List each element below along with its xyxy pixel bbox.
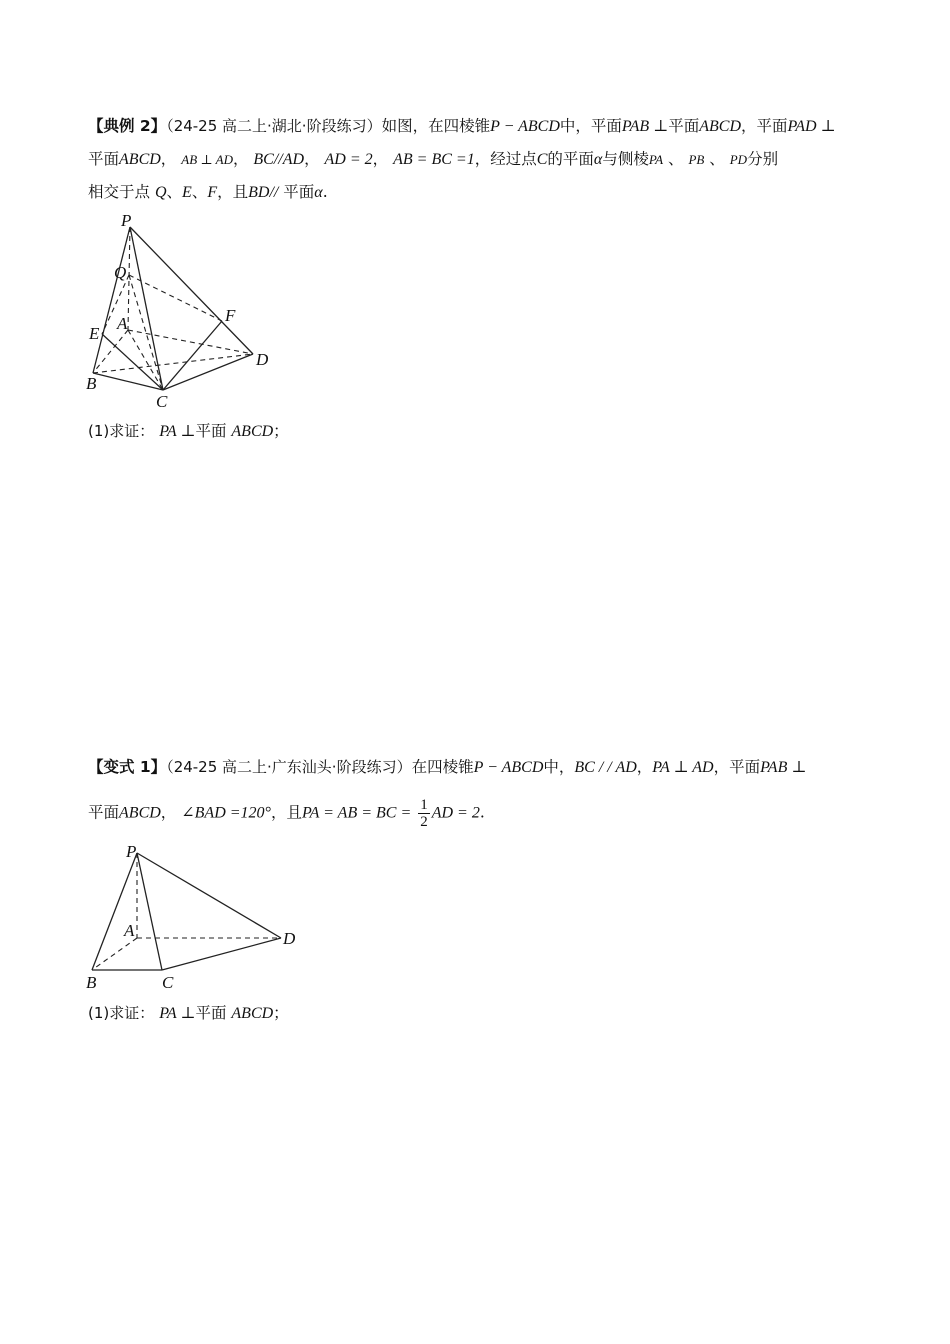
math: PAB ⊥: [621, 118, 669, 135]
text: 、: [191, 183, 208, 201]
numerator: 1: [420, 797, 428, 813]
math: AD = 2: [431, 804, 480, 822]
label-C: C: [162, 973, 174, 992]
text: ，: [232, 150, 249, 168]
math: ABCD: [231, 1005, 274, 1022]
text: 中，: [543, 758, 575, 776]
label-Q: Q: [114, 263, 127, 282]
text: .: [322, 183, 328, 201]
text: 在四棱锥: [411, 758, 474, 776]
math: Q: [154, 184, 167, 201]
label-D: D: [283, 929, 296, 948]
math: BC//AD: [253, 151, 305, 168]
label-P: P: [121, 211, 132, 230]
variant-tag: 【变式 1】: [88, 758, 167, 776]
text: 相交于点: [88, 183, 151, 201]
text: ，: [304, 150, 320, 168]
text: 平面: [88, 803, 120, 822]
math: α: [314, 184, 323, 201]
text: ，平面: [741, 117, 788, 135]
label-D: D: [256, 350, 269, 369]
label-A: A: [117, 314, 128, 333]
math: ∠BAD =120°: [181, 804, 271, 822]
math: AB = BC =1: [393, 151, 475, 168]
edge-AD: [128, 330, 253, 354]
label-F: F: [225, 306, 236, 325]
text: ，: [160, 803, 177, 822]
text: 如图，在四棱锥: [381, 117, 491, 135]
variant1-question1: [88, 1003, 289, 1024]
text: ，且: [217, 183, 249, 201]
label-A: A: [124, 921, 135, 940]
math: PA ⊥: [159, 1005, 196, 1022]
math: PD: [729, 152, 748, 167]
text: ，经过点: [474, 150, 537, 168]
text: 平面: [668, 117, 700, 135]
label-P: P: [126, 842, 137, 861]
variant1-line2: [88, 797, 485, 830]
edge-PC: [137, 853, 162, 970]
edge-BC: [93, 373, 163, 390]
text: 的平面: [547, 150, 594, 168]
text: ；: [273, 422, 289, 440]
example2-question1: [88, 421, 289, 442]
text: ，: [160, 150, 177, 168]
math: BD//: [248, 184, 279, 201]
math: ABCD: [119, 151, 161, 168]
math: α: [593, 151, 603, 168]
text: 分别: [747, 150, 779, 168]
math: E: [182, 184, 192, 201]
text: (1)求证：: [88, 422, 155, 440]
text: ，: [372, 150, 389, 168]
text: ，平面: [713, 758, 761, 776]
math: PAB ⊥: [760, 759, 807, 776]
edge-QC: [129, 275, 163, 390]
math: PB: [688, 152, 705, 167]
text: .: [479, 803, 485, 822]
text: 、: [166, 183, 183, 201]
example2-line2: [88, 149, 778, 170]
math: PA ⊥ AD: [652, 759, 714, 776]
variant1-line1: [88, 757, 806, 778]
math: P − ABCD: [473, 759, 544, 776]
text: 中，平面: [559, 117, 622, 135]
text: 、: [667, 150, 684, 168]
source-note: （24-25 高二上·广东汕头·阶段练习）: [166, 758, 412, 776]
edge-PB: [93, 227, 130, 373]
math: PA ⊥: [159, 423, 196, 440]
example2-line3: [88, 182, 328, 203]
text: 平面: [88, 150, 120, 168]
edge-PD: [130, 227, 253, 354]
example2-line1: [88, 116, 836, 137]
math: ABCD: [699, 118, 741, 135]
edge-FC: [163, 321, 222, 390]
math: PA: [648, 152, 664, 167]
source-note: （24-25 高二上·湖北·阶段练习）: [166, 117, 382, 135]
text: (1)求证：: [88, 1004, 155, 1022]
label-B: B: [86, 374, 97, 393]
fraction-one-half: [418, 797, 430, 830]
math: ABCD: [119, 804, 161, 822]
text: 、: [709, 150, 725, 168]
label-B: B: [86, 973, 97, 992]
math: PAD ⊥: [787, 118, 836, 135]
math: P − ABCD: [490, 118, 560, 135]
math: BC / / AD: [574, 759, 637, 776]
edge-PB: [92, 853, 137, 970]
edge-CD: [163, 354, 253, 390]
math: ABCD: [231, 423, 274, 440]
label-C: C: [156, 392, 168, 411]
example-tag: 【典例 2】: [88, 117, 167, 135]
math: C: [536, 151, 548, 168]
pyramid-figure-1: [80, 205, 290, 415]
text: ，且: [270, 803, 302, 822]
denominator: 2: [420, 814, 428, 830]
math: F: [207, 184, 218, 201]
text: 平面: [283, 183, 315, 201]
text: ；: [273, 1004, 289, 1022]
edge-PD: [137, 853, 281, 938]
pyramid-figure-2: [80, 838, 310, 998]
edge-QF: [129, 275, 222, 321]
label-E: E: [89, 324, 100, 343]
math: AB ⊥ AD: [181, 152, 233, 167]
math: PA = AB = BC =: [301, 804, 412, 822]
text: 平面: [195, 422, 227, 440]
text: 平面: [195, 1004, 227, 1022]
edge-CD: [162, 938, 281, 970]
text: 与侧棱: [602, 150, 649, 168]
text: ，: [636, 758, 653, 776]
math: AD = 2: [324, 151, 373, 168]
edge-AC: [128, 330, 163, 390]
